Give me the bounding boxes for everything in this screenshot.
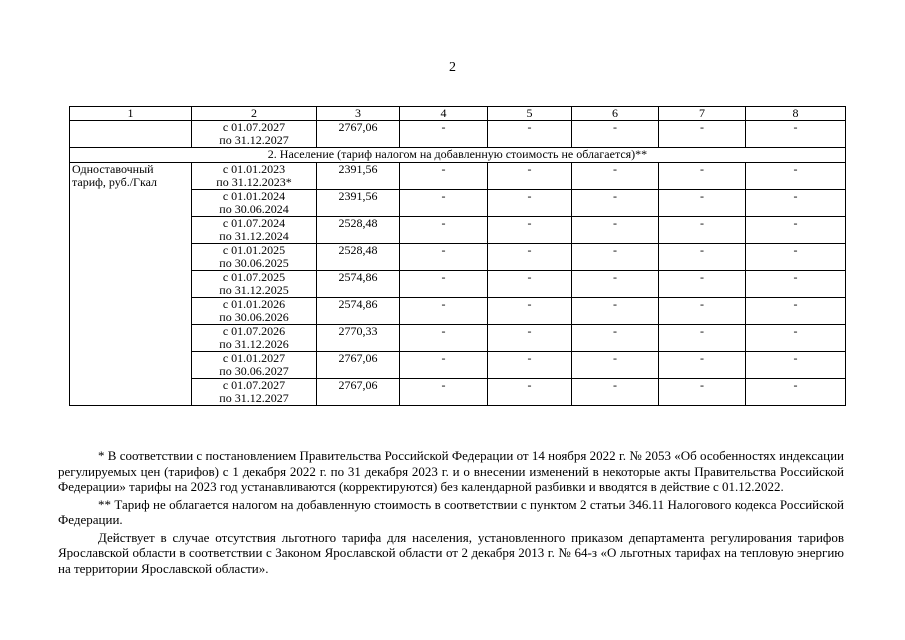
footnote-3: Действует в случае отсутствия льготного тарифа для населения, установленного приказом департамента регулирования тарифов Ярославской области в соответствии с Законом Ярославской области от 2 декабря 2013 г. № 64-з «О льготных тарифах на тепловую энергию на территории Ярославской области». (58, 529, 844, 576)
column-header: 7 (659, 107, 746, 121)
section-title: 2. Население (тариф налогом на добавленную стоимость не облагается)** (70, 148, 846, 163)
table-header-row (70, 107, 846, 121)
dash-cell: - (400, 379, 488, 406)
column-header: 6 (572, 107, 659, 121)
dash-cell: - (400, 190, 488, 217)
tariff-value: 2574,86 (317, 298, 400, 325)
page-number: 2 (449, 60, 456, 75)
period-to: по 31.12.2023* (216, 175, 292, 189)
tariff-value: 2528,48 (317, 217, 400, 244)
empty-cell (70, 121, 192, 148)
dash-cell: - (400, 217, 488, 244)
footnotes (58, 448, 844, 578)
dash-cell: - (659, 352, 746, 379)
tariff-value: 2770,33 (317, 325, 400, 352)
dash-cell: - (746, 244, 846, 271)
dash-cell: - (572, 244, 659, 271)
dash-cell: - (746, 352, 846, 379)
dash-cell: - (488, 190, 572, 217)
period-cell (192, 325, 317, 352)
column-header: 4 (400, 107, 488, 121)
dash-cell: - (572, 163, 659, 190)
dash-cell: - (746, 121, 846, 148)
period-cell (192, 244, 317, 271)
period-to: по 30.06.2026 (219, 310, 289, 324)
period-cell (192, 163, 317, 190)
column-header: 8 (746, 107, 846, 121)
dash-cell: - (488, 163, 572, 190)
dash-cell: - (572, 298, 659, 325)
column-header: 1 (70, 107, 192, 121)
table-row (70, 121, 846, 148)
dash-cell: - (488, 244, 572, 271)
period-to: по 31.12.2025 (219, 283, 289, 297)
period-from: с 01.07.2024 (222, 216, 286, 230)
tariff-value: 2391,56 (317, 163, 400, 190)
dash-cell: - (488, 217, 572, 244)
dash-cell: - (488, 298, 572, 325)
dash-cell: - (746, 163, 846, 190)
dash-cell: - (659, 163, 746, 190)
period-from: с 01.07.2026 (222, 324, 286, 338)
period-cell (192, 298, 317, 325)
dash-cell: - (659, 325, 746, 352)
period-cell (192, 352, 317, 379)
period-from: с 01.01.2025 (222, 243, 286, 257)
period-to: по 31.12.2024 (219, 229, 289, 243)
dash-cell: - (659, 217, 746, 244)
dash-cell: - (400, 244, 488, 271)
period-to: по 30.06.2025 (219, 256, 289, 270)
period-to: по 30.06.2027 (219, 364, 289, 378)
dash-cell: - (659, 379, 746, 406)
dash-cell: - (746, 298, 846, 325)
dash-cell: - (659, 190, 746, 217)
period-from: с 01.01.2026 (222, 297, 286, 311)
period-from: с 01.07.2025 (222, 270, 286, 284)
dash-cell: - (488, 271, 572, 298)
column-header: 5 (488, 107, 572, 121)
period-cell (192, 190, 317, 217)
dash-cell: - (488, 325, 572, 352)
dash-cell: - (746, 325, 846, 352)
column-header: 2 (192, 107, 317, 121)
tariff-value: 2767,06 (317, 352, 400, 379)
period-from: с 01.07.2027 (222, 378, 286, 392)
dash-cell: - (572, 352, 659, 379)
dash-cell: - (400, 163, 488, 190)
period-from: с 01.01.2023 (222, 162, 286, 176)
dash-cell: - (400, 121, 488, 148)
footnote-1: * В соответствии с постановлением Правительства Российской Федерации от 14 ноября 2022 г. № 2053 «Об особенностях индексации регулируемых цен (тарифов) с 1 декабря 2022 г. по 31 декабря 2023 г. и о внесении изменений в некоторые акты Правительства Российской Федерации» тарифы на 2023 год устанавливаются (корректируются) без календарной разбивки и вводятся в действие с 01.12.2022. (58, 448, 844, 494)
footnote-2: ** Тариф не облагается налогом на добавленную стоимость в соответствии с пунктом 2 статьи 346.11 Налогового кодекса Российской Федерации. (58, 496, 844, 527)
dash-cell: - (659, 271, 746, 298)
period-to: по 31.12.2026 (219, 337, 289, 351)
dash-cell: - (746, 217, 846, 244)
period-cell (192, 217, 317, 244)
tariff-name: Одноставочный тариф, руб./Гкал (70, 163, 192, 406)
dash-cell: - (400, 325, 488, 352)
table-row (70, 163, 846, 190)
dash-cell: - (572, 217, 659, 244)
period-cell (192, 379, 317, 406)
dash-cell: - (572, 325, 659, 352)
column-header: 3 (317, 107, 400, 121)
dash-cell: - (746, 379, 846, 406)
tariff-table (69, 106, 846, 406)
dash-cell: - (488, 121, 572, 148)
dash-cell: - (659, 244, 746, 271)
dash-cell: - (488, 352, 572, 379)
dash-cell: - (746, 271, 846, 298)
tariff-value: 2767,06 (317, 121, 400, 148)
tariff-value: 2528,48 (317, 244, 400, 271)
tariff-value: 2767,06 (317, 379, 400, 406)
period-from: с 01.01.2024 (222, 189, 286, 203)
dash-cell: - (400, 271, 488, 298)
period-to: по 31.12.2027 (219, 133, 289, 147)
period-to: по 30.06.2024 (219, 202, 289, 216)
period-to: по 31.12.2027 (219, 391, 289, 405)
period-from: с 01.01.2027 (222, 351, 286, 365)
dash-cell: - (400, 298, 488, 325)
period-cell (192, 121, 317, 148)
tariff-value: 2391,56 (317, 190, 400, 217)
dash-cell: - (572, 190, 659, 217)
dash-cell: - (572, 379, 659, 406)
dash-cell: - (572, 121, 659, 148)
dash-cell: - (746, 190, 846, 217)
dash-cell: - (659, 298, 746, 325)
period-from: с 01.07.2027 (222, 120, 286, 134)
dash-cell: - (572, 271, 659, 298)
dash-cell: - (488, 379, 572, 406)
period-cell (192, 271, 317, 298)
dash-cell: - (400, 352, 488, 379)
dash-cell: - (659, 121, 746, 148)
section-row (70, 148, 846, 163)
tariff-value: 2574,86 (317, 271, 400, 298)
